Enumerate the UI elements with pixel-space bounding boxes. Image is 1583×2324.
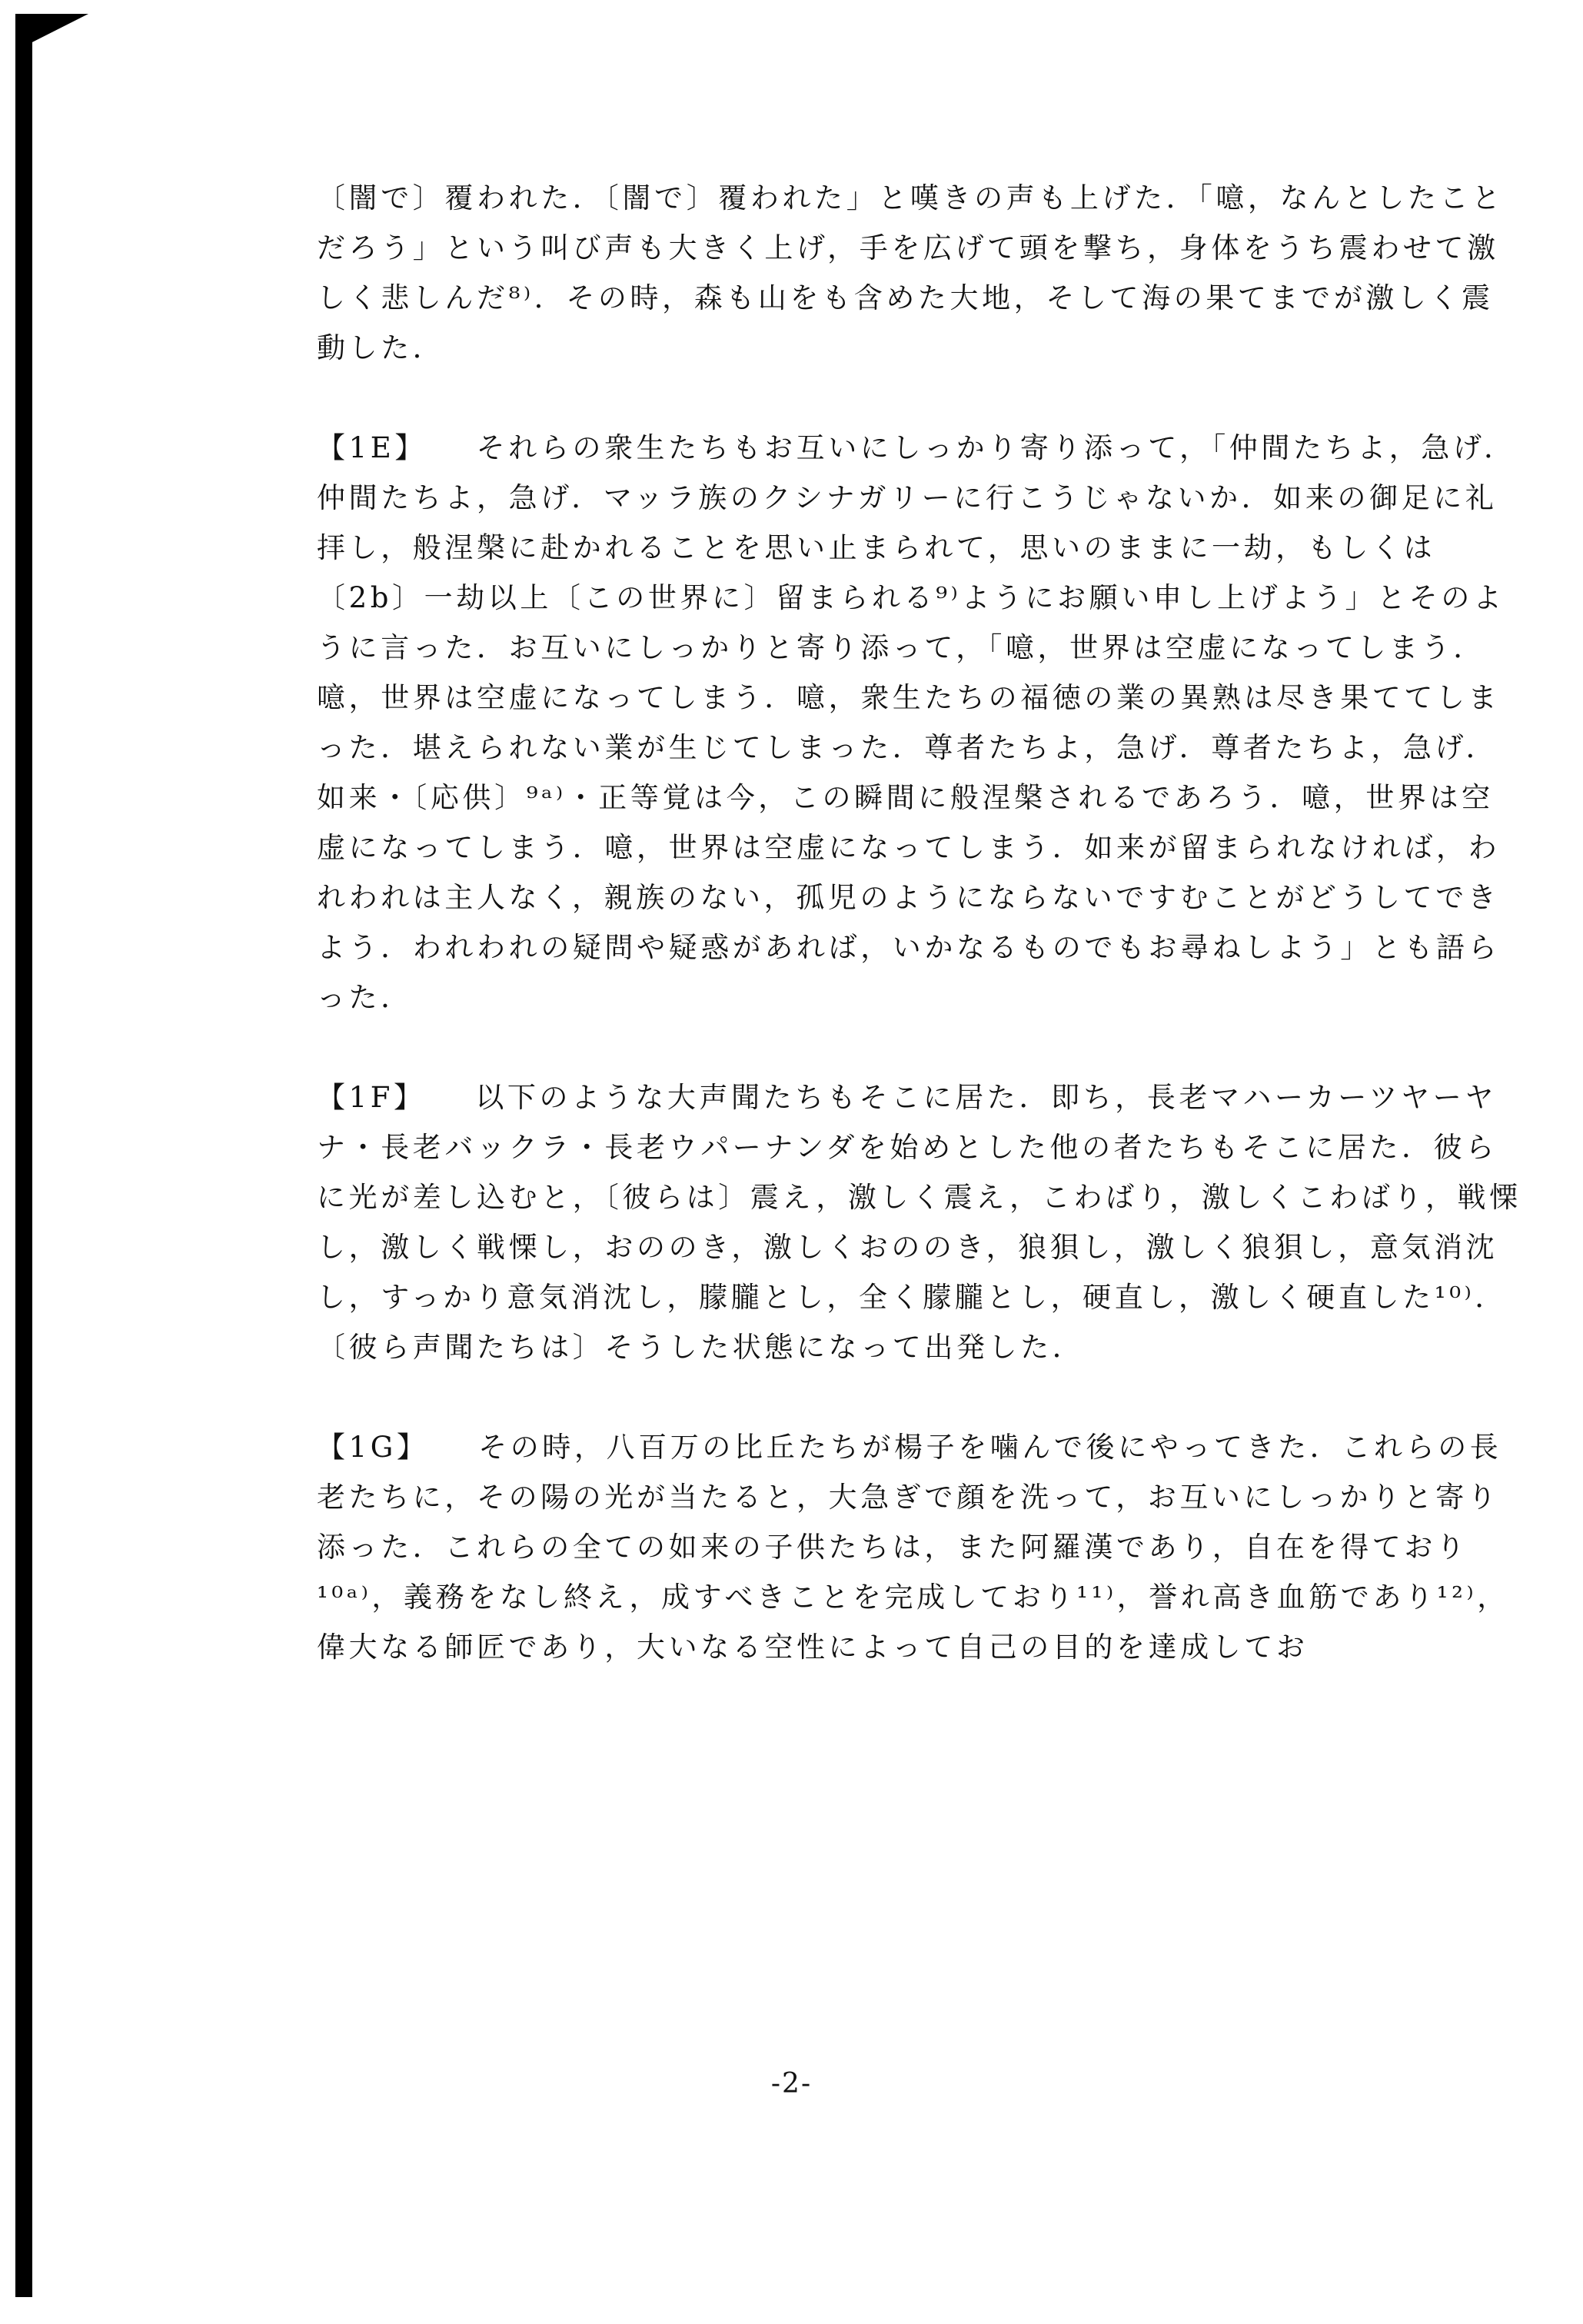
- page-number: -2-: [770, 2068, 813, 2100]
- document-body: [317, 173, 1524, 1672]
- scan-edge-bar: [15, 29, 32, 2297]
- paragraph-1e: 【1E】 それらの衆生たちもお互いにしっかり寄り添って，「仲間たちよ，急げ．仲間たちよ，急げ．マッラ族のクシナガリーに行こうじゃないか．如来の御足に礼拝し，般涅槃に赴かれることを思い止まられて，思いのままに一劫，もしくは〔2b〕一劫以上〔この世界に〕留まられる⁹⁾ようにお願い申し上げよう」とそのように言った．お互いにしっかりと寄り添って，「噫，世界は空虚になってしまう．噫，世界は空虚になってしまう．噫，衆生たちの福徳の業の異熟は尽き果ててしまった．堪えられない業が生じてしまった．尊者たちよ，急げ．尊者たちよ，急げ．如来・〔応供〕⁹ᵃ⁾・正等覚は今，この瞬間に般涅槃されるであろう．噫，世界は空虚になってしまう．噫，世界は空虚になってしまう．如来が留まられなければ，われわれは主人なく，親族のない，孤児のようにならないですむことがどうしてできよう．われわれの疑問や疑惑があれば，いかなるものでもお尋ねしよう」とも語らった．: [317, 431, 1516, 1014]
- paragraph-1f: 【1F】 以下のような大声聞たちもそこに居た．即ち，長老マハーカーツヤーヤナ・長老バックラ・長老ウパーナンダを始めとした他の者たちもそこに居た．彼らに光が差し込むと，〔彼らは〕震え，激しく震え，こわばり，激しくこわばり，戦慄し，激しく戦慄し，おののき，激しくおののき，狼狽し，激しく狼狽し，意気消沈し，すっかり意気消沈し，朦朧とし，全く朦朧とし，硬直し，激しく硬直した¹⁰⁾．〔彼ら声聞たちは〕そうした状態になって出発した．: [317, 1081, 1521, 1364]
- paragraph-1g: 【1G】 その時，八百万の比丘たちが楊子を噛んで後にやってきた．これらの長老たちに，その陽の光が当たると，大急ぎで顔を洗って，お互いにしっかりと寄り添った．これらの全ての如来の子供たちは，また阿羅漢であり，自在を得ており¹⁰ᵃ⁾，義務をなし終え，成すべきことを完成しており¹¹⁾，誉れ高き血筋であり¹²⁾，偉大なる師匠であり，大いなる空性によって自己の目的を達成してお: [317, 1431, 1509, 1664]
- paragraph-continuation: 〔闇で〕覆われた．〔闇で〕覆われた」と嘆きの声も上げた．「噫，なんとしたことだろう」という叫び声も大きく上げ，手を広げて頭を撃ち，身体をうち震わせて激しく悲しんだ⁸⁾．その時，森も山をも含めた大地，そして海の果てまでが激しく震動した．: [317, 181, 1504, 364]
